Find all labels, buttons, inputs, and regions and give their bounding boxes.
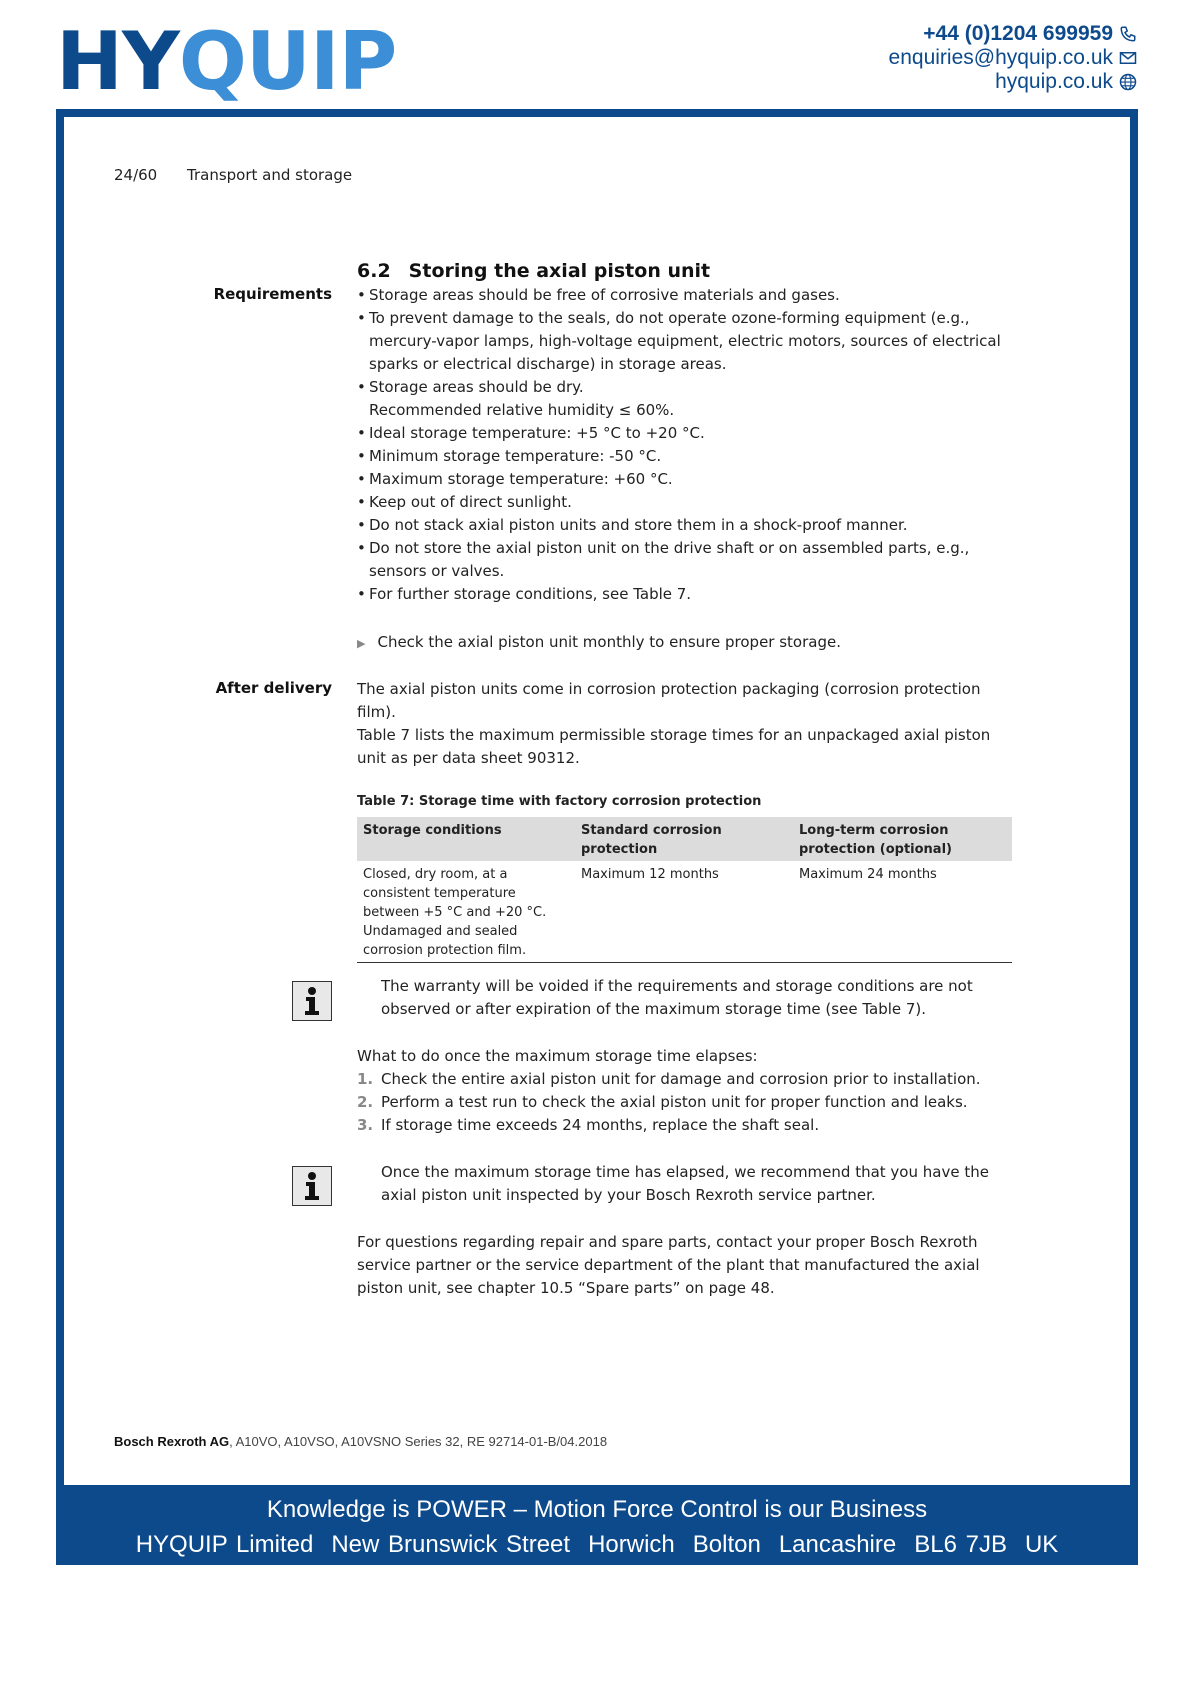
globe-icon <box>1119 73 1137 91</box>
list-item <box>357 1114 1017 1137</box>
after-delivery-text <box>357 678 1017 770</box>
warranty-note: The warranty will be voided if the requirements and storage conditions are not observed or after expiration of the maximum storage time (see Table 7). <box>381 977 973 1018</box>
step-text: Check the entire axial piston unit for damage and corrosion prior to installation. <box>381 1070 981 1088</box>
storage-table <box>357 817 1012 963</box>
list-item <box>357 1091 1017 1114</box>
list-item: • Storage areas should be free of corrosive materials and gases. <box>357 284 1017 307</box>
table-cell: Maximum 24 months <box>793 861 1012 963</box>
humidity-note: Recommended relative humidity ≤ 60%. <box>369 401 675 419</box>
document-footer <box>114 1434 607 1449</box>
section-title: Transport and storage <box>187 166 353 184</box>
list-item <box>357 1068 1017 1091</box>
hyquip-logo <box>56 15 397 108</box>
address-part: Lancashire <box>778 1531 897 1558</box>
envelope-icon <box>1119 49 1137 67</box>
website-url[interactable]: hyquip.co.uk <box>995 70 1113 93</box>
address-part: New Brunswick Street <box>331 1531 571 1558</box>
steps-block <box>357 1045 1017 1137</box>
website-line[interactable] <box>889 70 1137 94</box>
steps-intro: What to do once the maximum storage time elapses: <box>357 1047 758 1065</box>
requirements-list <box>357 284 1017 606</box>
page-number: 24/60 <box>114 166 158 184</box>
address-part: Horwich <box>588 1531 675 1558</box>
banner-address <box>56 1531 1138 1559</box>
address-part: HYQUIP Limited <box>135 1531 314 1558</box>
list-item: • For further storage conditions, see Table 7. <box>357 583 1017 606</box>
inspection-note: Once the maximum storage time has elapsed, we recommend that you have the axial piston unit inspected by your Bosch Rexroth service partner. <box>381 1163 989 1204</box>
step-text: Perform a test run to check the axial piston unit for proper function and leaks. <box>381 1093 968 1111</box>
email-address[interactable]: enquiries@hyquip.co.uk <box>888 46 1113 69</box>
table-cell: Maximum 12 months <box>575 861 793 963</box>
footer-doc-ref: , A10VO, A10VSO, A10VSNO Series 32, RE 92714-01-B/04.2018 <box>229 1434 608 1449</box>
paragraph: Table 7 lists the maximum permissible storage times for an unpackaged axial piston unit as per data sheet 90312. <box>357 726 991 767</box>
footer-company: Bosch Rexroth AG <box>114 1434 230 1449</box>
step-text: If storage time exceeds 24 months, replace the shaft seal. <box>381 1116 820 1134</box>
table-row <box>357 861 1012 963</box>
step-number: 2. <box>357 1093 374 1111</box>
list-item: • To prevent damage to the seals, do not operate ozone-forming equipment (e.g., mercury-vapor lamps, high-voltage equipment, electric motors, sources of electrical sparks or electrical discharge) in storage areas. <box>357 307 1017 376</box>
address-part: Bolton <box>692 1531 761 1558</box>
step-number: 3. <box>357 1116 374 1134</box>
list-item-text: Storage areas should be dry. <box>369 378 584 396</box>
contact-block <box>889 22 1137 94</box>
table-header-cell: Standard corrosion protection <box>575 817 793 861</box>
play-triangle-icon: ▶ <box>357 637 366 650</box>
heading-title: Storing the axial piston unit <box>408 260 711 282</box>
phone-icon <box>1119 25 1137 43</box>
action-text: Check the axial piston unit monthly to ensure proper storage. <box>377 633 841 651</box>
table-caption: Table 7: Storage time with factory corrosion protection <box>357 794 762 809</box>
list-item: • Do not store the axial piston unit on the drive shaft or on assembled parts, e.g., sensors or valves. <box>357 537 1017 583</box>
logo-text-hy: HY <box>56 15 179 108</box>
table-header-cell: Long-term corrosion protection (optional) <box>793 817 1012 861</box>
table-header-row <box>357 817 1012 861</box>
list-item: • Keep out of direct sunlight. <box>357 491 1017 514</box>
logo-text-quip: QUIP <box>178 15 397 108</box>
closing-paragraph: For questions regarding repair and spare parts, contact your proper Bosch Rexroth service partner or the service department of the plant that manufactured the axial piston unit, see chapter 10.5 “Spare parts” on page 48. <box>357 1233 980 1297</box>
after-delivery-label: After delivery <box>215 679 332 697</box>
table-header-cell: Storage conditions <box>357 817 575 861</box>
address-part: BL6 7JB <box>914 1531 1007 1558</box>
step-number: 1. <box>357 1070 374 1088</box>
address-part: UK <box>1024 1531 1059 1558</box>
list-item: • Do not stack axial piston units and store them in a shock-proof manner. <box>357 514 1017 537</box>
info-icon <box>292 1166 332 1206</box>
list-item: • Ideal storage temperature: +5 °C to +20 °C. <box>357 422 1017 445</box>
heading-6-2 <box>357 260 710 282</box>
table-cell: Closed, dry room, at a consistent temperature between +5 °C and +20 °C. Undamaged and sealed corrosion protection film. <box>357 861 575 963</box>
list-item <box>357 376 1017 422</box>
action-step <box>357 633 841 651</box>
heading-number: 6.2 <box>357 260 391 282</box>
requirements-label: Requirements <box>213 285 332 303</box>
list-item: • Minimum storage temperature: -50 °C. <box>357 445 1017 468</box>
email-line[interactable] <box>889 46 1137 70</box>
paragraph: The axial piston units come in corrosion protection packaging (corrosion protection film). <box>357 680 981 721</box>
banner-tagline: Knowledge is POWER – Motion Force Control is our Business <box>266 1496 928 1523</box>
footer-banner <box>56 1485 1138 1565</box>
phone-line[interactable] <box>889 22 1137 46</box>
info-icon <box>292 981 332 1021</box>
phone-number[interactable]: +44 (0)1204 699959 <box>923 22 1113 45</box>
list-item: • Maximum storage temperature: +60 °C. <box>357 468 1017 491</box>
